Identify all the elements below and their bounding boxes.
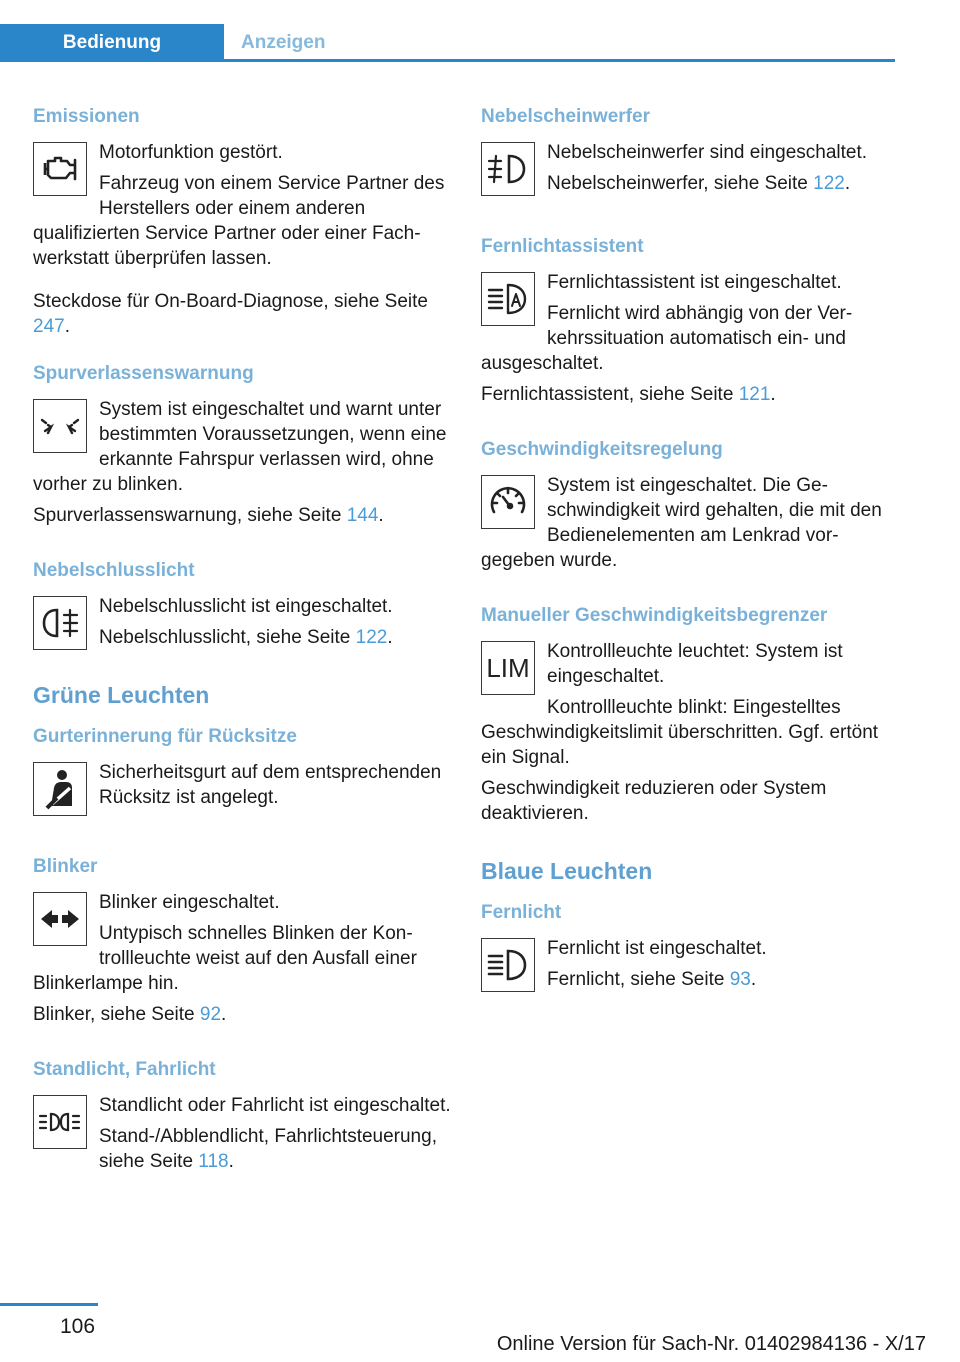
tab-bar (0, 24, 895, 62)
section-title: Standlicht, Fahrlicht (33, 1059, 216, 1080)
page-link[interactable]: 247 (33, 316, 65, 337)
paragraph: Nebelscheinwerfer, siehe Seite 122. (547, 173, 851, 194)
paragraph: System ist eingeschaltet. Die Geschwindigkeit wird gehalten, die mit den Bedienelementen am Lenkrad vorgegeben wurde. (481, 475, 882, 571)
heading-blaue-leuchten: Blaue Leuchten (481, 858, 653, 884)
section-gurterinnerung (33, 724, 451, 824)
paragraph: Untypisch schnelles Blinken der Kontrollleuchte weist auf den Ausfall einer Blinkerlampe hin. (33, 923, 417, 994)
section-title: Gurterinnerung für Rücksitze (33, 726, 297, 747)
paragraph: Blinker eingeschaltet. (99, 892, 280, 913)
paragraph: Fernlicht wird abhängig von der Verkehrssituation automatisch ein- und ausgeschaltet. (481, 303, 853, 374)
turn-signal-icon (33, 892, 87, 946)
lane-departure-icon (33, 399, 87, 453)
page-link[interactable]: 122 (813, 173, 845, 194)
section-standlicht (33, 1057, 451, 1174)
paragraph: Fernlicht ist eingeschaltet. (547, 938, 767, 959)
section-title: Nebelscheinwerfer (481, 106, 650, 127)
lim-label: LIM (486, 652, 530, 683)
engine-icon (33, 142, 87, 196)
paragraph: Geschwindigkeit reduzieren oder System deaktivieren. (481, 778, 827, 824)
section-blinker (33, 854, 451, 1027)
section-geschwindigkeitsregelung (481, 437, 899, 573)
section-title: Blinker (33, 856, 98, 877)
paragraph: Kontrollleuchte leuchtet: System ist eingeschaltet. (547, 641, 843, 687)
paragraph: System ist eingeschaltet und warnt unter bestimmten Voraussetzungen, wenn eine erkannte Fahrspur verlassen wird, ohne vorher zu blinken. (33, 399, 447, 495)
page-number: 106 (60, 1315, 96, 1338)
tab-anzeigen[interactable]: Anzeigen (241, 32, 326, 53)
paragraph: Steckdose für On-Board-Diagnose, siehe Seite 247. (33, 291, 428, 337)
rear-fog-icon (33, 596, 87, 650)
paragraph: Nebelschlusslicht, siehe Seite 122. (99, 627, 393, 648)
parking-light-icon (33, 1095, 87, 1149)
section-title: Fernlichtassistent (481, 236, 644, 257)
left-column (33, 104, 451, 1204)
paragraph: Standlicht oder Fahrlicht ist eingeschaltet. (99, 1095, 451, 1116)
section-geschwindigkeitsbegrenzer (481, 603, 899, 826)
paragraph: Fahrzeug von einem Service Partner des Herstellers oder einem anderen qualifizierten Service Partner oder einer Fachwerkstatt überprüfen lassen. (33, 173, 445, 269)
page-link[interactable]: 122 (355, 627, 388, 648)
paragraph: Nebelscheinwerfer sind eingeschaltet. (547, 142, 868, 163)
seatbelt-icon (33, 762, 87, 816)
front-fog-icon (481, 142, 535, 196)
tab-bedienung[interactable]: Bedienung (0, 24, 224, 62)
paragraph: Fernlichtassistent ist eingeschaltet. (547, 272, 842, 293)
page-link[interactable]: 92 (199, 1004, 222, 1025)
page-link[interactable]: 121 (738, 384, 771, 405)
section-title: Fernlicht (481, 902, 562, 923)
section-title: Spurverlassenswarnung (33, 363, 254, 384)
paragraph: Fernlichtassistent, siehe Seite 121. (481, 384, 776, 405)
section-nebelscheinwerfer (481, 104, 899, 204)
section-title: Geschwindigkeitsregelung (481, 439, 723, 460)
speed-limiter-icon (481, 641, 535, 695)
section-nebelschlusslicht (33, 558, 451, 650)
paragraph: Spurverlassenswarnung, siehe Seite 144. (33, 505, 384, 526)
cruise-control-icon (481, 475, 535, 529)
paragraph: Blinker, siehe Seite 92. (33, 1004, 227, 1025)
page-link[interactable]: 118 (198, 1151, 229, 1172)
paragraph: Sicherheitsgurt auf dem entsprechenden Rücksitz ist angelegt. (99, 762, 442, 808)
high-beam-assistant-icon (481, 272, 535, 326)
page-link[interactable]: 93 (729, 969, 751, 990)
section-spurverlassenswarnung (33, 361, 451, 528)
tab-underline (0, 59, 895, 62)
page-link[interactable]: 144 (346, 505, 379, 526)
high-beam-icon (481, 938, 535, 992)
section-title: Nebelschlusslicht (33, 560, 195, 581)
section-title: Emissionen (33, 106, 140, 127)
online-version: Online Version für Sach-Nr. 01402984136 - X/17 (496, 1333, 926, 1355)
section-title: Manueller Geschwindigkeitsbegrenzer (481, 605, 828, 626)
section-fernlichtassistent (481, 234, 899, 407)
section-emissionen (33, 104, 451, 339)
paragraph: Stand-/Abblendlicht, Fahrlichtsteuerung, siehe Seite 118. (99, 1126, 437, 1172)
paragraph: Fernlicht, siehe Seite 93. (547, 969, 757, 990)
section-fernlicht (481, 900, 899, 992)
paragraph: Motorfunktion gestört. (99, 142, 283, 163)
right-column (481, 104, 899, 1022)
paragraph: Nebelschlusslicht ist eingeschaltet. (99, 596, 393, 617)
footer-rule (0, 1303, 98, 1306)
heading-gruene-leuchten: Grüne Leuchten (33, 682, 210, 708)
paragraph: Kontrollleuchte blinkt: Eingestelltes Geschwindigkeitslimit überschritten. Ggf. ertönt ein Signal. (481, 697, 879, 768)
